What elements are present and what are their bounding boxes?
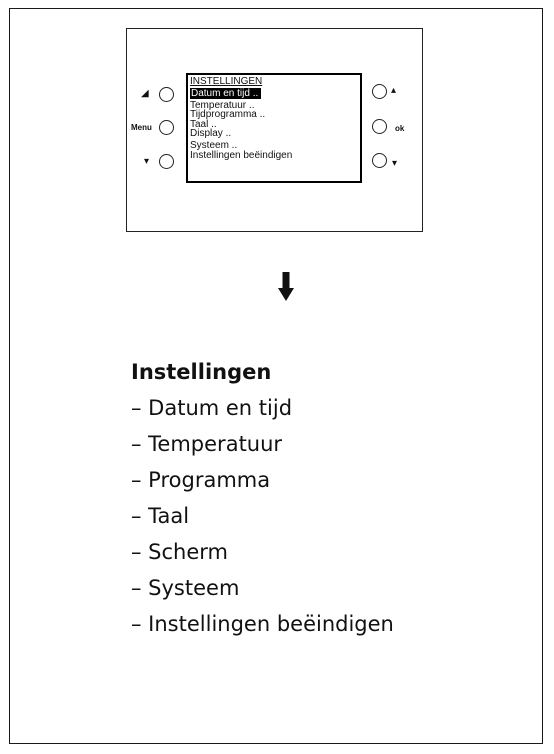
display-title: INSTELLINGEN [190, 76, 263, 87]
down-arrow-icon [278, 272, 294, 302]
display-item[interactable]: Temperatuur .. [190, 99, 255, 111]
display-screen [186, 73, 362, 183]
list-item: – Datum en tijd [131, 396, 293, 420]
up-arrow-icon: ▴ [391, 85, 397, 96]
left-top-button[interactable] [159, 87, 174, 102]
settings-heading: Instellingen [131, 360, 272, 384]
display-item[interactable]: Systeem .. [190, 139, 238, 151]
menu-button[interactable] [159, 120, 174, 135]
left-bottom-button[interactable] [159, 154, 174, 169]
ok-button[interactable] [372, 119, 387, 134]
list-item: – Instellingen beëindigen [131, 612, 394, 636]
ok-button-label: ok [395, 124, 405, 133]
list-item: – Systeem [131, 576, 240, 600]
down-left-arrow-icon: ▾ [144, 156, 150, 167]
list-item: – Taal [131, 504, 190, 528]
right-bottom-button[interactable] [372, 153, 387, 168]
settings-list [131, 354, 394, 642]
display-item[interactable]: Display .. [190, 128, 232, 140]
display-item[interactable]: Instellingen beëindigen [190, 149, 293, 161]
display-item[interactable]: Taal .. [190, 118, 217, 130]
display-selected-item[interactable]: Datum en tijd .. [190, 88, 261, 99]
back-arrow-icon: ◢ [141, 88, 149, 99]
down-arrow-icon: ▾ [392, 158, 398, 169]
menu-button-label: Menu [131, 123, 152, 132]
list-item: – Temperatuur [131, 432, 283, 456]
list-item: – Scherm [131, 540, 229, 564]
list-item: – Programma [131, 468, 271, 492]
display-item[interactable]: Tijdprogramma .. [190, 109, 266, 121]
right-top-button[interactable] [372, 84, 387, 99]
